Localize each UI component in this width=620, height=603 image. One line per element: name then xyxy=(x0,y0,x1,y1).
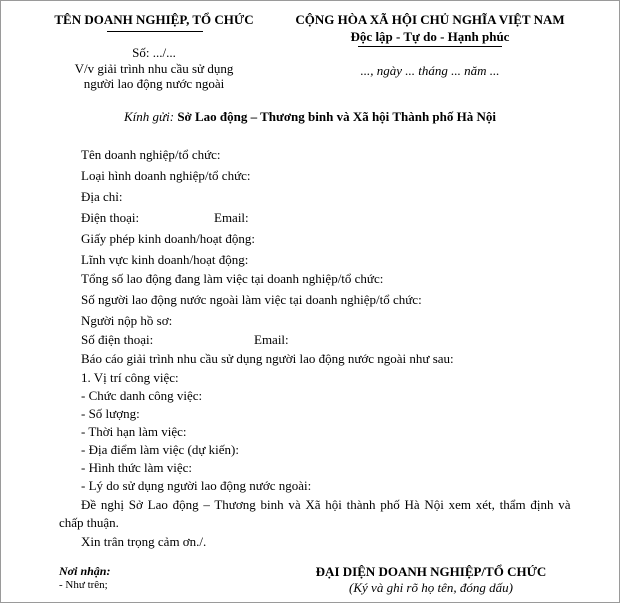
subject-line-2: người lao động nước ngoài xyxy=(83,76,225,91)
field-submitter-email: Email: xyxy=(254,332,289,347)
field-submitter: Người nộp hồ sơ: xyxy=(81,313,173,328)
field-foreign-workers: Số người lao động nước ngoài làm việc tại doanh nghiệp/tổ chức: xyxy=(81,292,422,307)
field-phone: Điện thoại: xyxy=(81,210,140,225)
list-item: - Hình thức làm việc: xyxy=(81,460,193,475)
document-number: Số: .../... xyxy=(132,45,176,60)
signer-note: (Ký và ghi rõ họ tên, đóng dấu) xyxy=(349,580,513,595)
list-item: - Thời hạn làm việc: xyxy=(81,424,187,439)
org-name-underline xyxy=(107,31,203,32)
org-name-heading: TÊN DOANH NGHIỆP, TỔ CHỨC xyxy=(54,12,254,27)
motto: Độc lập - Tự do - Hạnh phúc xyxy=(350,29,510,44)
list-item: - Lý do sử dụng người lao động nước ngoài: xyxy=(81,478,312,493)
list-item: - Chức danh công việc: xyxy=(81,388,203,403)
motto-underline xyxy=(358,46,502,47)
greeting-line xyxy=(1,109,619,125)
field-license: Giấy phép kinh doanh/hoạt động: xyxy=(81,231,256,246)
field-org-type: Loại hình doanh nghiệp/tổ chức: xyxy=(81,168,251,183)
field-address: Địa chỉ: xyxy=(81,189,123,204)
field-submitter-phone: Số điện thoại: xyxy=(81,332,154,347)
request-line-2: chấp thuận. xyxy=(59,515,119,530)
field-org-name: Tên doanh nghiệp/tổ chức: xyxy=(81,147,221,162)
field-business: Lĩnh vực kinh doanh/hoạt động: xyxy=(81,252,249,267)
field-total-workers: Tổng số lao động đang làm việc tại doanh nghiệp/tổ chức: xyxy=(81,271,384,286)
country-heading: CỘNG HÒA XÃ HỘI CHỦ NGHĨA VIỆT NAM xyxy=(295,12,565,27)
field-email: Email: xyxy=(214,210,249,225)
signer-title: ĐẠI DIỆN DOANH NGHIỆP/TỔ CHỨC xyxy=(315,564,547,579)
section-1-heading: 1. Vị trí công việc: xyxy=(81,370,179,385)
report-intro: Báo cáo giải trình nhu cầu sử dụng người lao động nước ngoài như sau: xyxy=(81,351,454,366)
list-item: - Địa điểm làm việc (dự kiến): xyxy=(81,442,239,457)
thanks-line: Xin trân trọng cảm ơn./. xyxy=(81,534,207,549)
recipients-item: - Như trên; xyxy=(59,579,108,591)
recipients-label: Nơi nhận: xyxy=(59,564,111,578)
request-line-1: Đề nghị Sở Lao động – Thương binh và Xã hội thành phố Hà Nội xem xét, thẩm định và xyxy=(81,497,571,512)
list-item: - Số lượng: xyxy=(81,406,140,421)
subject-line-1: V/v giải trình nhu cầu sử dụng xyxy=(74,61,234,76)
date-line: ..., ngày ... tháng ... năm ... xyxy=(360,63,500,78)
greeting-prefix: Kính gửi: xyxy=(123,109,178,124)
greeting-recipient: Sở Lao động – Thương binh và Xã hội Thành phố Hà Nội xyxy=(177,109,496,124)
